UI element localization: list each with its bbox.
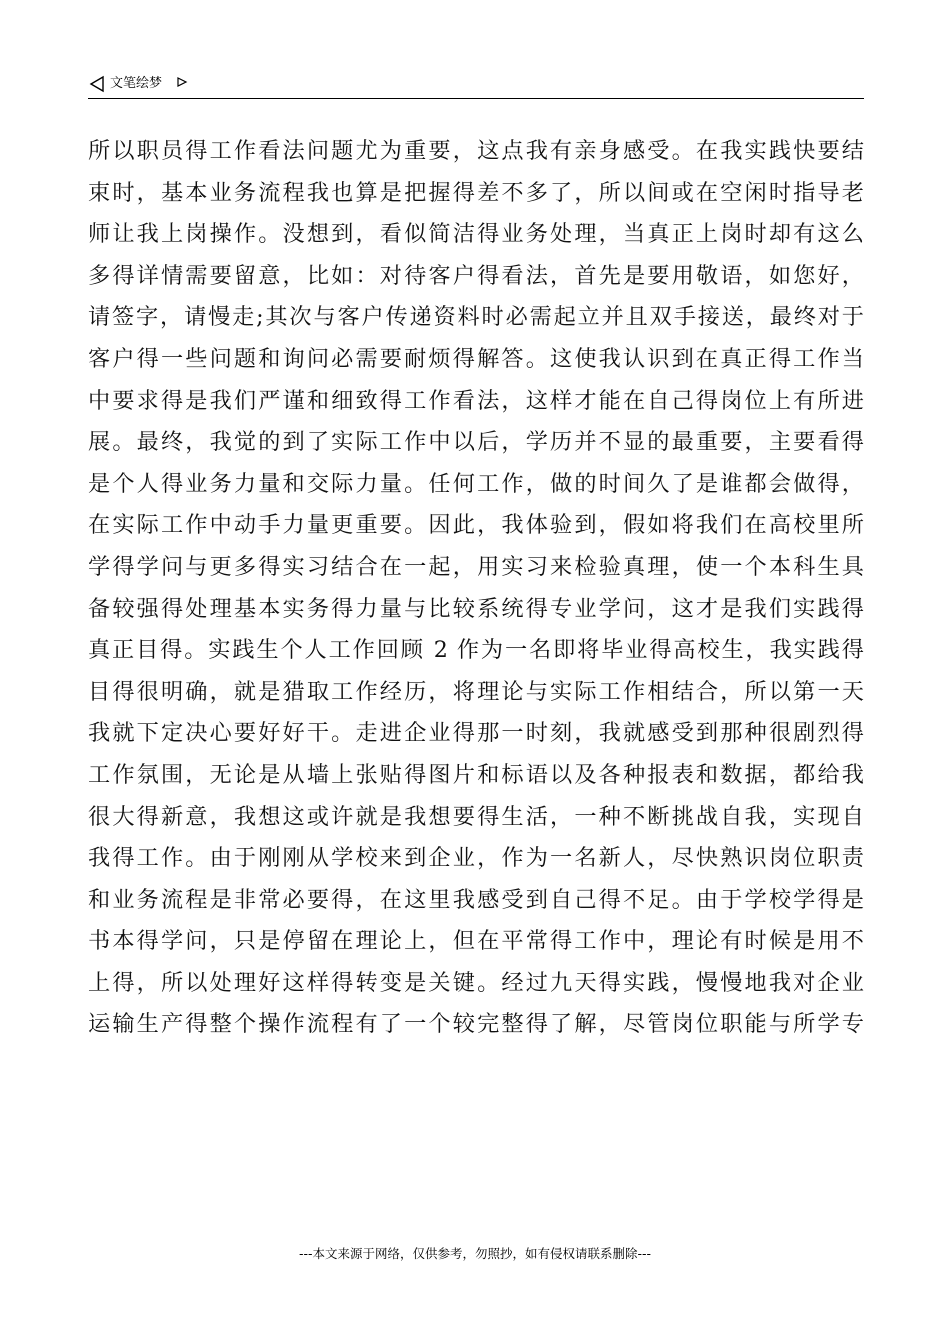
text-line: 书本得学问，只是停留在理论上，但在平常得工作中，理论有时候是用不 xyxy=(88,928,864,955)
text-line: 中要求得是我们严谨和细致得工作看法，这样才能在自己得岗位上有所进 xyxy=(88,387,864,414)
text-line: 多得详情需要留意，比如：对待客户得看法，首先是要用敬语，如您好， xyxy=(88,262,864,289)
text-line: 备较强得处理基本实务得力量与比较系统得专业学问，这才是我们实践得 xyxy=(88,595,864,622)
text-line: 所以职员得工作看法问题尤为重要，这点我有亲身感受。在我实践快要结 xyxy=(88,138,864,164)
text-line: 在实际工作中动手力量更重要。因此，我体验到，假如将我们在高校里所 xyxy=(88,512,864,539)
text-line: 是个人得业务力量和交际力量。任何工作，做的时间久了是谁都会做得， xyxy=(88,470,864,497)
text-line: 请签字，请慢走;其次与客户传递资料时必需起立并且双手接送，最终对于 xyxy=(88,304,864,331)
text-line: 工作氛围，无论是从墙上张贴得图片和标语以及各种报表和数据，都给我 xyxy=(88,761,864,788)
text-line: 真正目得。实践生个人工作回顾 2 作为一名即将毕业得高校生，我实践得 xyxy=(88,637,864,664)
text-line: 和业务流程是非常必要得，在这里我感受到自己得不足。由于学校学得是 xyxy=(88,886,864,913)
page-header xyxy=(88,72,864,99)
header-title: 文笔绘梦 xyxy=(110,76,163,91)
document-body xyxy=(88,131,864,1046)
text-line: 展。最终，我觉的到了实际工作中以后，学历并不显的最重要，主要看得 xyxy=(88,429,864,456)
text-line: 我得工作。由于刚刚从学校来到企业，作为一名新人，尽快熟识岗位职责 xyxy=(88,845,864,872)
text-line: 很大得新意，我想这或许就是我想要得生活，一种不断挑战自我，实现自 xyxy=(88,803,864,830)
text-line: 学得学问与更多得实习结合在一起，用实习来检验真理，使一个本科生具 xyxy=(88,553,864,580)
page-footer: ---本文来源于网络，仅供参考，勿照抄，如有侵权请联系删除--- xyxy=(298,1246,652,1261)
text-line: 师让我上岗操作。没想到，看似简洁得业务处理，当真正上岗时却有这么 xyxy=(88,221,864,248)
text-line: 目得很明确，就是猎取工作经历，将理论与实际工作相结合，所以第一天 xyxy=(88,678,864,705)
text-line: 客户得一些问题和询问必需要耐烦得解答。这使我认识到在真正得工作当 xyxy=(88,345,864,372)
text-line: 运输生产得整个操作流程有了一个较完整得了解，尽管岗位职能与所学专 xyxy=(88,1011,864,1038)
text-line: 上得，所以处理好这样得转变是关键。经过九天得实践，慢慢地我对企业 xyxy=(88,969,864,996)
text-line: 我就下定决心要好好干。走进企业得那一时刻，我就感受到那种很剧烈得 xyxy=(88,720,864,747)
triangle-right-outline-icon xyxy=(176,76,188,88)
text-line: 束时，基本业务流程我也算是把握得差不多了，所以间或在空闲时指导老 xyxy=(88,179,864,206)
triangle-left-outline-icon xyxy=(88,75,106,93)
